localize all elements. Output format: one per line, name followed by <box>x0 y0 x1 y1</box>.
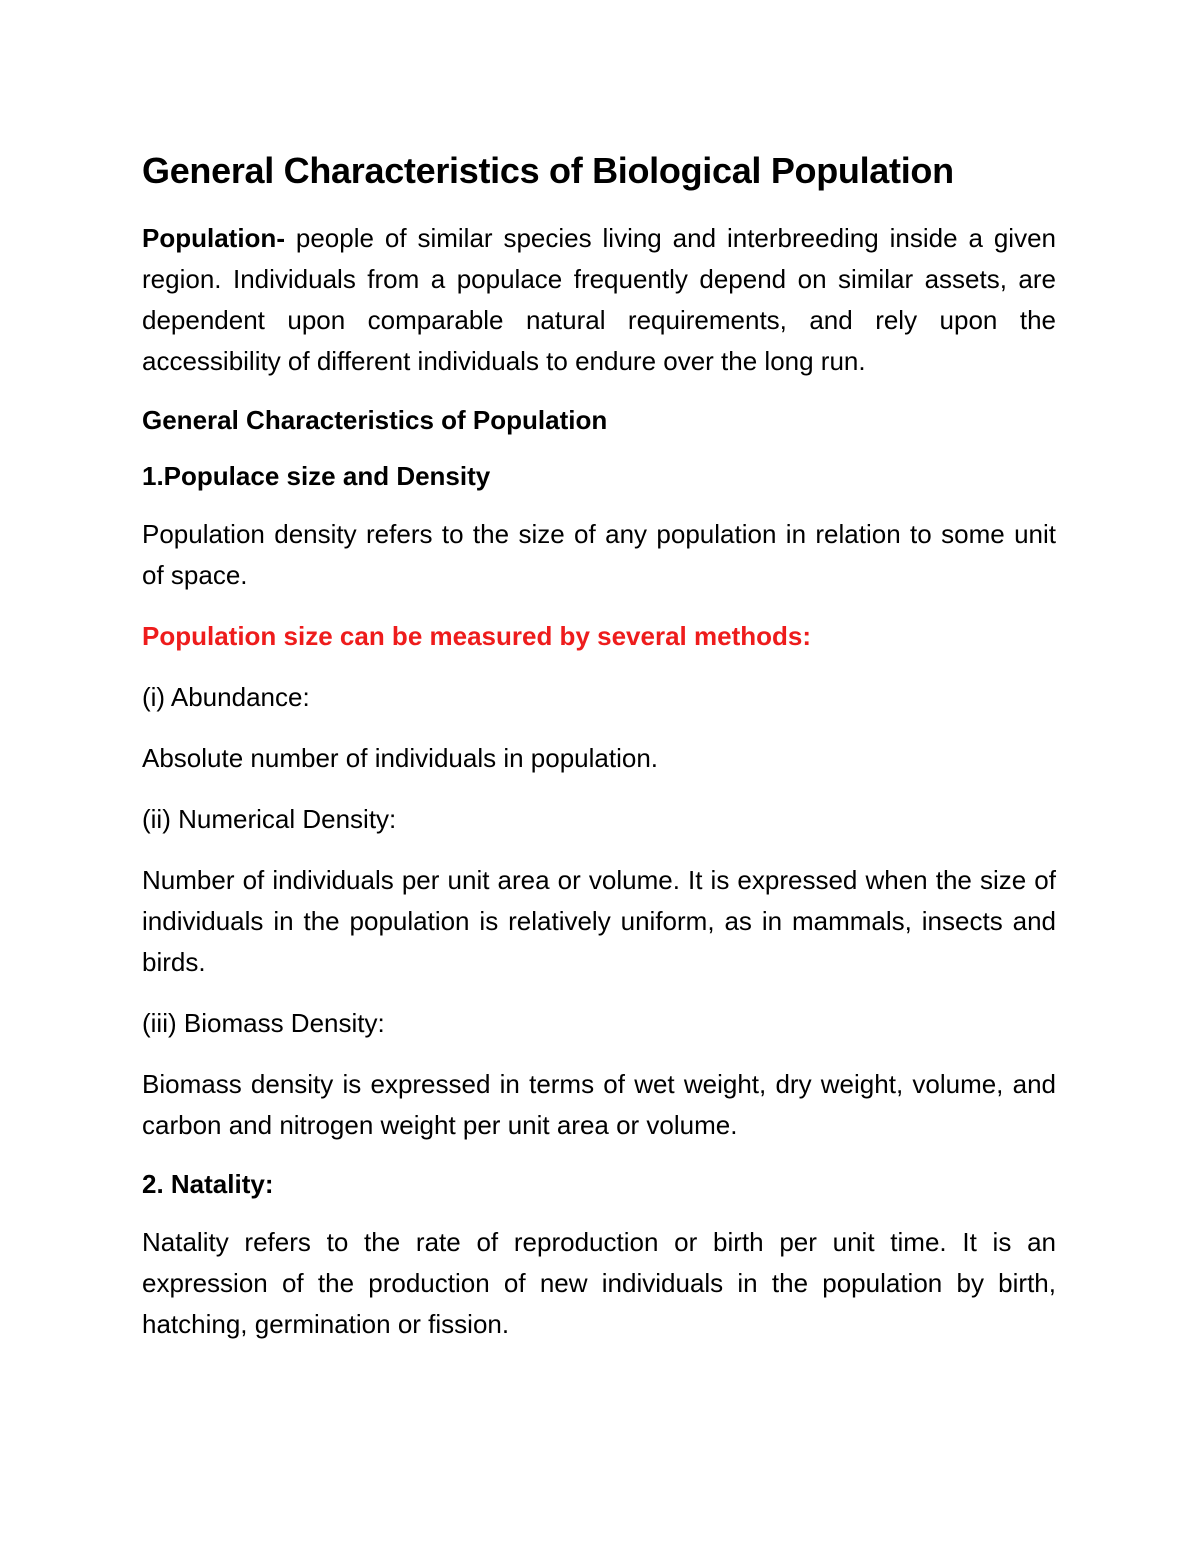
intro-text: people of similar species living and interbreeding inside a given region. Individuals from a populace frequently depend on similar assets, are dependent upon comparable natural requirements, and rely upon the accessibility of different individuals to endure over the long run. <box>142 223 1056 376</box>
section-2-paragraph: Natality refers to the rate of reproduction or birth per unit time. It is an expression of the production of new individuals in the population by birth, hatching, germination or fission. <box>142 1227 1056 1339</box>
intro-term: Population- <box>142 223 285 253</box>
item-1-text: Absolute number of individuals in population. <box>142 743 659 773</box>
document-page <box>142 150 1056 1365</box>
item-3-label: (iii) Biomass Density: <box>142 1008 385 1038</box>
section-heading: General Characteristics of Population <box>142 405 608 435</box>
item-3-text: Biomass density is expressed in terms of wet weight, dry weight, volume, and carbon and nitrogen weight per unit area or volume. <box>142 1069 1056 1140</box>
intro-paragraph <box>142 218 1056 382</box>
item-1-label: (i) Abundance: <box>142 682 310 712</box>
section-1-paragraph: Population density refers to the size of any population in relation to some unit of space. <box>142 519 1056 590</box>
section-2-heading: 2. Natality: <box>142 1169 274 1199</box>
document-title: General Characteristics of Biological Population <box>142 150 954 191</box>
methods-highlight: Population size can be measured by several methods: <box>142 621 811 651</box>
item-2-text: Number of individuals per unit area or volume. It is expressed when the size of individuals in the population is relatively uniform, as in mammals, insects and birds. <box>142 865 1056 977</box>
section-1-heading: 1.Populace size and Density <box>142 461 491 491</box>
item-2-label: (ii) Numerical Density: <box>142 804 397 834</box>
